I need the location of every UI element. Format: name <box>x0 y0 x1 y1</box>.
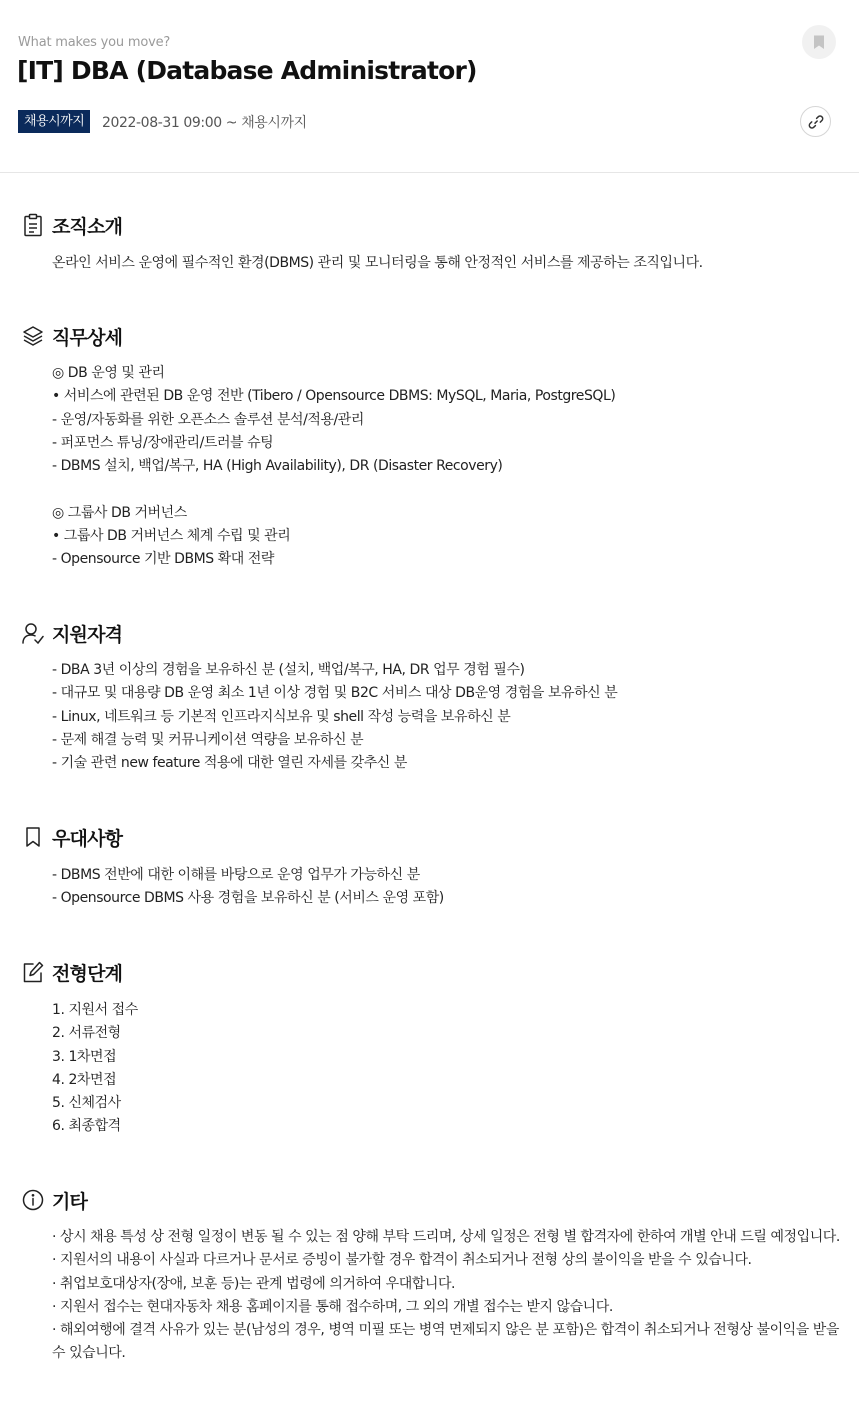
spacer <box>52 478 615 501</box>
section-title: 조직소개 <box>52 216 123 238</box>
body-line: 1. 지원서 접수 <box>52 1002 138 1018</box>
body-line: - 퍼포먼스 튜닝/장애관리/트러블 슈팅 <box>52 434 274 451</box>
clipboard-icon <box>22 213 44 237</box>
section-title: 기타 <box>52 1191 88 1213</box>
link-icon <box>808 114 824 130</box>
copy-link-button[interactable] <box>800 106 831 137</box>
body-line: - Linux, 네트워크 등 기본적 인프라지식보유 및 shell 작성 능력을 보유하신 분 <box>52 708 511 725</box>
section-body <box>52 864 444 911</box>
bookmark-button[interactable] <box>802 25 836 59</box>
section-heading <box>22 824 842 852</box>
section-heading <box>22 323 842 351</box>
body-line: • 서비스에 관련된 DB 운영 전반 (Tibero / Opensource DBMS: MySQL, Maria, PostgreSQL) <box>52 388 616 405</box>
body-line: 온라인 서비스 운영에 필수적인 환경(DBMS) 관리 및 모니터링을 통해 안정적인 서비스를 제공하는 조직입니다. <box>52 255 703 271</box>
recruit-period: 2022-08-31 09:00 ~ 채용시까지 <box>102 115 307 131</box>
section-body <box>52 999 138 1139</box>
body-line: - Opensource DBMS 사용 경험을 보유하신 분 (서비스 운영 포함) <box>52 890 444 907</box>
body-line: 5. 신체검사 <box>52 1095 121 1112</box>
body-line: 4. 2차면접 <box>52 1071 117 1088</box>
body-line: - DBMS 설치, 백업/복구, HA (High Availability), DR (Disaster Recovery) <box>52 458 503 475</box>
section-title: 우대사항 <box>52 828 123 850</box>
section-organization <box>22 212 842 271</box>
body-line: • 그룹사 DB 거버넌스 체계 수립 및 관리 <box>52 528 291 545</box>
body-line: - DBMS 전반에 대한 이해를 바탕으로 운영 업무가 가능하신 분 <box>52 867 420 883</box>
section-heading <box>22 620 842 648</box>
body-line: - DBA 3년 이상의 경험을 보유하신 분 (설치, 백업/복구, HA, DR 업무 경험 필수) <box>52 662 525 678</box>
layers-icon <box>22 324 44 348</box>
body-line: - 대규모 및 대용량 DB 운영 최소 1년 이상 경험 및 B2C 서비스 대상 DB운영 경험을 보유하신 분 <box>52 685 618 702</box>
section-qualifications <box>22 620 842 772</box>
status-badge: 채용시까지 <box>18 110 90 133</box>
body-line: · 지원서의 내용이 사실과 다르거나 문서로 증빙이 불가할 경우 합격이 취소되거나 전형 상의 불이익을 받을 수 있습니다. <box>52 1252 752 1269</box>
body-line: ◎ 그룹사 DB 거버넌스 <box>52 504 187 521</box>
section-title: 지원자격 <box>52 624 123 646</box>
body-line: · 해외여행에 결격 사유가 있는 분(남성의 경우, 병역 미필 또는 병역 면제되지 않은 분 포함)은 합격이 취소되거나 전형상 불이익을 받을 수 있습니다. <box>52 1322 839 1362</box>
edit-icon <box>22 960 44 984</box>
body-line: 6. 최종합격 <box>52 1118 121 1135</box>
body-line: · 지원서 접수는 현대자동차 채용 홈페이지를 통해 접수하며, 그 외의 개별 접수는 받지 않습니다. <box>52 1298 613 1315</box>
body-line: - 운영/자동화를 위한 오픈소스 솔루션 분석/적용/관리 <box>52 411 364 428</box>
bookmark-outline-icon <box>22 825 44 849</box>
body-line: - Opensource 기반 DBMS 확대 전략 <box>52 551 274 568</box>
body-line: · 상시 채용 특성 상 전형 일정이 변동 될 수 있는 점 양해 부탁 드리며, 상세 일정은 전형 별 합격자에 한하여 개별 안내 드릴 예정입니다. <box>52 1229 840 1245</box>
section-preferred <box>22 824 842 907</box>
section-heading <box>22 959 842 987</box>
body-line: - 기술 관련 new feature 적용에 대한 열린 자세를 갖추신 분 <box>52 755 407 772</box>
body-line: 3. 1차면접 <box>52 1048 117 1065</box>
info-icon <box>22 1188 44 1212</box>
section-heading <box>22 1187 842 1215</box>
section-body <box>52 362 615 572</box>
section-body <box>52 1226 842 1366</box>
section-body <box>52 659 617 775</box>
section-job-detail <box>22 323 842 568</box>
body-line: ◎ DB 운영 및 관리 <box>52 365 165 381</box>
page-title: [IT] DBA (Database Administrator) <box>17 56 477 85</box>
tagline: What makes you move? <box>18 35 171 50</box>
user-check-icon <box>22 621 44 645</box>
section-process <box>22 959 842 1135</box>
bookmark-icon <box>813 35 825 50</box>
section-body <box>52 252 703 275</box>
job-header <box>0 0 859 173</box>
section-title: 전형단계 <box>52 963 123 985</box>
body-line: 2. 서류전형 <box>52 1025 121 1042</box>
body-line: · 취업보호대상자(장애, 보훈 등)는 관계 법령에 의거하여 우대합니다. <box>52 1275 456 1292</box>
section-title: 직무상세 <box>52 327 123 349</box>
section-heading <box>22 212 842 240</box>
section-etc <box>22 1187 842 1362</box>
body-line: - 문제 해결 능력 및 커뮤니케이션 역량을 보유하신 분 <box>52 731 364 748</box>
